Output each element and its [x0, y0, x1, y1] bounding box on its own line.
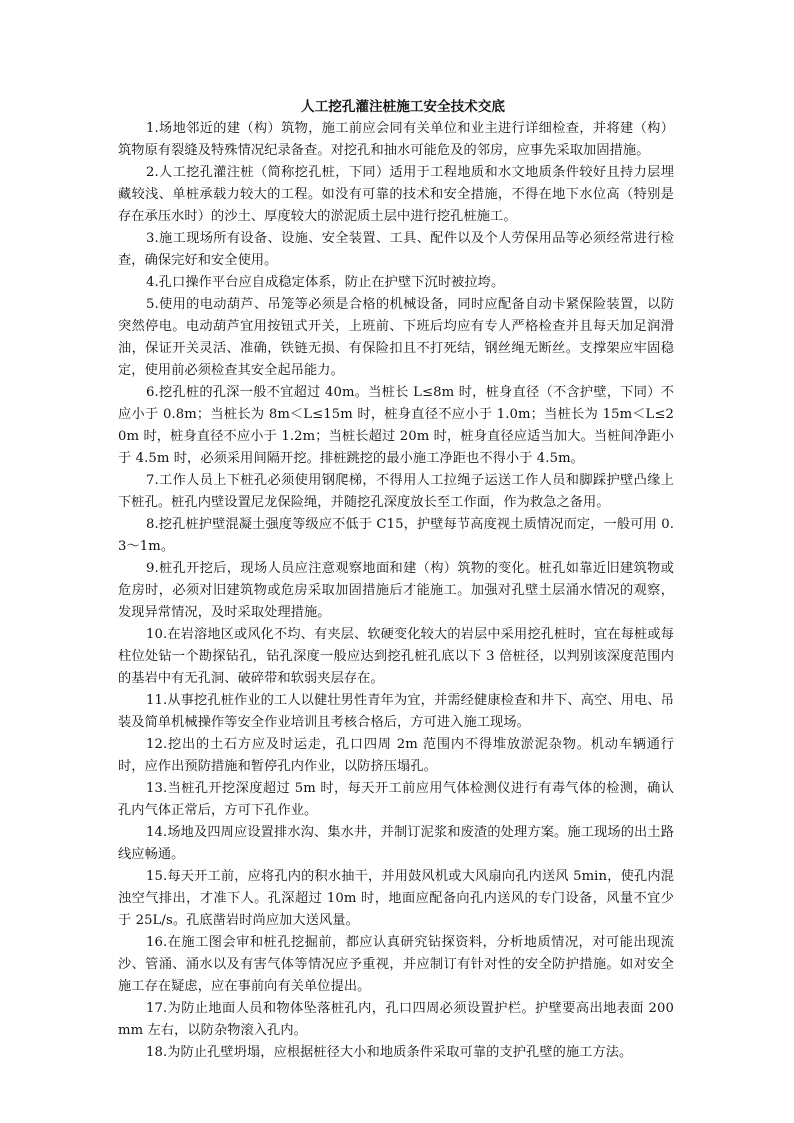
paragraph-2: 2.人工挖孔灌注桩（简称挖孔桩，下同）适用于工程地质和水文地质条件较好且持力层埋藏较浅、单桩承载力较大的工程。如没有可靠的技术和安全措施，不得在地下水位高（特别是存在承压水时）的沙土、厚度较大的淤泥质土层中进行挖孔桩施工。 — [118, 165, 674, 224]
paragraph-9: 9.桩孔开挖后，现场人员应注意观察地面和建（构）筑物的变化。桩孔如靠近旧建筑物或危房时，必须对旧建筑物或危房采取加固措施后才能施工。加强对孔壁土层涌水情况的观察，发现异常情况，及时采取处理措施。 — [118, 561, 674, 620]
paragraph-18: 18.为防止孔壁坍塌，应根据桩径大小和地质条件采取可靠的支护孔壁的施工方法。 — [146, 1045, 633, 1060]
paragraph-8: 8.挖孔桩护壁混凝土强度等级应不低于 C15，护壁每节高度视土质情况而定，一般可用 0.3～1m。 — [118, 517, 674, 554]
paragraph-7: 7.工作人员上下桩孔必须使用钢爬梯，不得用人工拉绳子运送工作人员和脚踩护壁凸缘上下桩孔。桩孔内壁设置尼龙保险绳，并随挖孔深度放长至工作面，作为救急之备用。 — [118, 473, 674, 510]
paragraph-16: 16.在施工图会审和桩孔挖掘前，都应认真研究钻探资料，分析地质情况，对可能出现流沙、管涌、涌水以及有害气体等情况应予重视，并应制订有针对性的安全防护措施。如对安全施工存在疑虑，应在事前向有关单位提出。 — [118, 935, 674, 994]
paragraph-3: 3.施工现场所有设备、设施、安全装置、工具、配件以及个人劳保用品等必须经常进行检查，确保完好和安全使用。 — [118, 231, 674, 268]
paragraph-12: 12.挖出的土石方应及时运走，孔口四周 2m 范围内不得堆放淤泥杂物。机动车辆通行时，应作出预防措施和暂停孔内作业，以防挤压塌孔。 — [118, 737, 674, 774]
document-title: 人工挖孔灌注桩施工安全技术交底 — [301, 99, 505, 115]
paragraph-15: 15.每天开工前，应将孔内的积水抽干，并用鼓风机或大风扇向孔内送风 5min，使孔内混浊空气排出，才准下人。孔深超过 10m 时，地面应配备向孔内送风的专门设备，风量不宜少于 25L/s。孔底凿岩时尚应加大送风量。 — [118, 869, 674, 928]
paragraph-11: 11.从事挖孔桩作业的工人以健壮男性青年为宜，并需经健康检查和井下、高空、用电、吊装及简单机械操作等安全作业培训且考核合格后，方可进入施工现场。 — [118, 693, 674, 730]
paragraph-10: 10.在岩溶地区或风化不均、有夹层、软硬变化较大的岩层中采用挖孔桩时，宜在每桩或每柱位处钻一个勘探钻孔，钻孔深度一般应达到挖孔桩孔底以下 3 倍桩径，以判别该深度范围内的基岩中有无孔洞、破碎带和软弱夹层存在。 — [118, 627, 674, 686]
paragraph-6: 6.挖孔桩的孔深一般不宜超过 40m。当桩长 L≤8m 时，桩身直径（不含护壁，下同）不应小于 0.8m；当桩长为 8m＜L≤15m 时，桩身直径不应小于 1.0m；当桩长为 15m＜L≤20m 时，桩身直径不应小于 1.2m；当桩长超过 20m 时，桩身直径应适当加大。当桩间净距小于 4.5m 时，必须采用间隔开挖。排桩跳挖的最小施工净距也不得小于 4.5m。 — [118, 385, 674, 466]
paragraph-17: 17.为防止地面人员和物体坠落桩孔内，孔口四周必须设置护栏。护壁要高出地表面 200mm 左右，以防杂物滚入孔内。 — [118, 1001, 674, 1038]
paragraph-4: 4.孔口操作平台应自成稳定体系，防止在护壁下沉时被拉垮。 — [146, 275, 505, 290]
paragraph-13: 13.当桩孔开挖深度超过 5m 时，每天开工前应用气体检测仪进行有毒气体的检测，确认孔内气体正常后，方可下孔作业。 — [118, 781, 674, 818]
paragraph-5: 5.使用的电动葫芦、吊笼等必须是合格的机械设备，同时应配备自动卡紧保险装置，以防突然停电。电动葫芦宜用按钮式开关，上班前、下班后均应有专人严格检查并且每天加足润滑油，保证开关灵活、准确，铁链无损、有保险扣且不打死结，钢丝绳无断丝。支撑架应牢固稳定，使用前必须检查其安全起吊能力。 — [118, 297, 674, 378]
document-body — [118, 96, 674, 1064]
paragraph-1: 1.场地邻近的建（构）筑物，施工前应会同有关单位和业主进行详细检查，并将建（构）筑物原有裂缝及特殊情况纪录备查。对挖孔和抽水可能危及的邻房，应事先采取加固措施。 — [118, 121, 674, 158]
paragraph-14: 14.场地及四周应设置排水沟、集水井，并制订泥浆和废渣的处理方案。施工现场的出土路线应畅通。 — [118, 825, 674, 862]
